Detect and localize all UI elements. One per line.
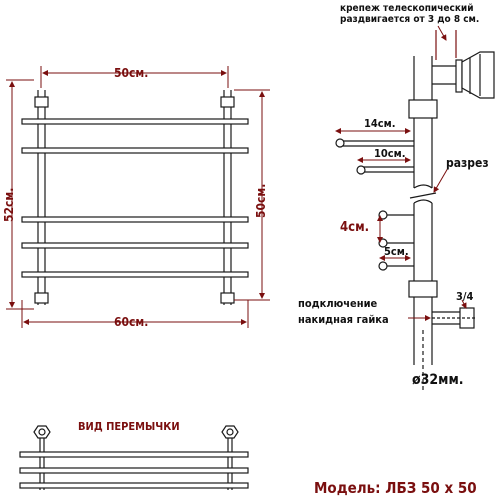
connection-label-line2: накидная гайка	[298, 313, 389, 326]
mount-leader	[438, 26, 446, 40]
rod-end-14	[336, 139, 344, 147]
connection-label-line1: подключение	[298, 297, 378, 310]
diameter-label: ø32мм.	[412, 372, 464, 388]
jumper-bar-2	[20, 468, 248, 473]
jumper-bar-3	[20, 483, 248, 488]
dim-bottom-width-label: 60см.	[114, 315, 149, 329]
dim-top-width-label: 50см.	[114, 66, 149, 80]
side-view	[336, 30, 494, 390]
front-shelf-2	[22, 148, 248, 153]
cut-leader	[434, 168, 448, 192]
jumper-view	[20, 426, 248, 490]
rod-end-10	[357, 166, 365, 174]
front-shelf-4	[22, 243, 248, 248]
model-label: Модель: ЛБЗ 50 х 50	[314, 479, 477, 497]
side-upper-collar	[409, 100, 437, 118]
mount-note-line2: раздвигается от 3 до 8 см.	[340, 14, 480, 25]
side-lower-collar	[409, 281, 437, 297]
front-shelf-3	[22, 217, 248, 222]
wall-mount-plate	[456, 60, 462, 92]
dim-14-label: 14см.	[364, 117, 396, 130]
dim-5-label: 5см.	[384, 245, 409, 258]
thread-label: 3/4	[456, 290, 474, 303]
front-left-top-bracket	[35, 97, 48, 107]
front-right-top-bracket	[221, 97, 234, 107]
wall-mount-cap	[462, 52, 494, 98]
rod-end-c	[379, 262, 387, 270]
front-left-bottom-bracket	[35, 293, 48, 303]
cut-label: разрез	[446, 156, 489, 170]
jumper-title: ВИД ПЕРЕМЫЧКИ	[78, 420, 180, 433]
front-view	[22, 90, 248, 305]
dim-right-height-label: 50см.	[254, 183, 268, 218]
jumper-bar-1	[20, 452, 248, 457]
front-right-bottom-bracket	[221, 293, 234, 303]
front-shelf-1	[22, 119, 248, 124]
front-shelf-5	[22, 272, 248, 277]
mount-note-line1: крепеж телескопический	[340, 3, 474, 14]
dim-10-label: 10см.	[374, 147, 406, 160]
dim-4-label: 4см.	[340, 220, 370, 235]
dim-left-height-label: 52см.	[2, 187, 16, 222]
